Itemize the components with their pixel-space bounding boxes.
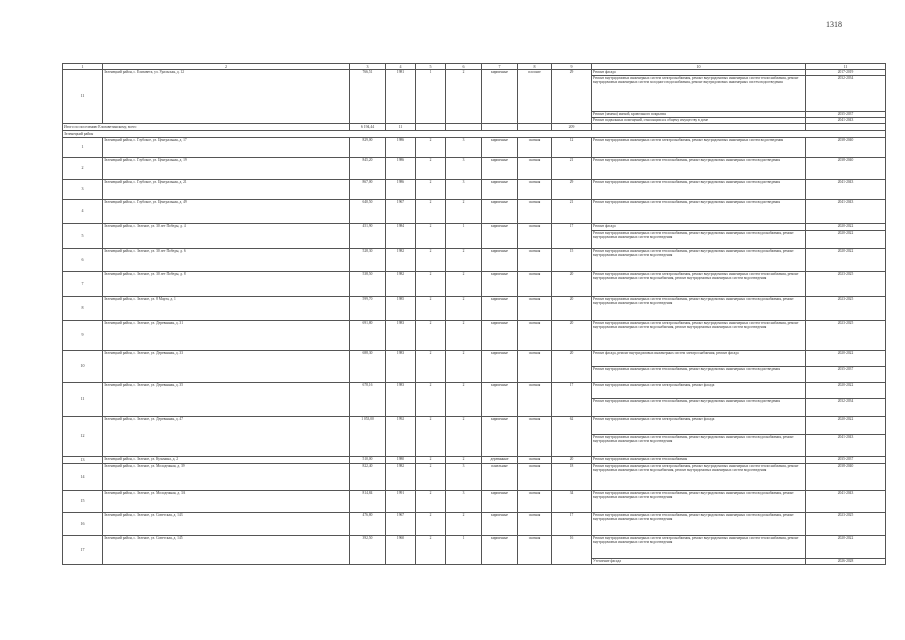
period-cell: 2035-2037: [806, 457, 886, 464]
entrances-cell: 2: [446, 457, 482, 464]
floors-cell: 2: [416, 138, 446, 158]
period-cell: 2020-2022: [806, 536, 886, 559]
table-row: [63, 491, 886, 513]
year-cell: 1967: [386, 200, 416, 224]
row-number: 5: [63, 224, 103, 249]
roof-type-cell: скатная: [518, 224, 552, 249]
period-cell: 2032-2034: [806, 76, 886, 112]
work-type-cell: Ремонт внутридомовых инженерных систем теплоснабжения, ремонт внутридомовых инженерных систем водоотведения: [592, 158, 806, 180]
roof-type-cell: скатная: [518, 321, 552, 351]
row-number: 1: [63, 138, 103, 158]
wall-material-cell: кирпичные: [482, 513, 518, 536]
year-cell: 1986: [386, 138, 416, 158]
roof-type-cell: плоские: [518, 70, 552, 124]
residents-cell: 18: [552, 464, 592, 491]
wall-material-cell: кирпичные: [482, 180, 518, 200]
table-row: [63, 272, 886, 297]
area-cell: 766,51: [350, 70, 386, 124]
table-row: [63, 457, 886, 464]
row-number: 11: [63, 383, 103, 417]
address-cell: Зеленецкий район, с. Зеленое, ул. Молодежная, д. 3А: [103, 491, 350, 513]
roof-type-cell: скатная: [518, 158, 552, 180]
roof-type-cell: скатная: [518, 138, 552, 158]
table-row: [63, 383, 886, 399]
roof-type-cell: скатная: [518, 200, 552, 224]
year-cell: 1983: [386, 351, 416, 383]
area-cell: 822,40: [350, 464, 386, 491]
section-row: [63, 131, 886, 138]
address-cell: Зеленецкий район, с. Зеленое, ул. Советская, д. 145: [103, 536, 350, 565]
work-type-cell: Ремонт фасада: [592, 70, 806, 76]
work-type-cell: Ремонт (замена) мягкой, кровельного покрытия: [592, 112, 806, 118]
roof-type-cell: скатная: [518, 417, 552, 457]
table-row: [63, 180, 886, 200]
column-header: 8: [518, 64, 552, 70]
work-type-cell: Ремонт фасада: [592, 224, 806, 231]
row-number: 10: [63, 351, 103, 383]
roof-type-cell: скатная: [518, 536, 552, 565]
period-cell: 2020-2022: [806, 249, 886, 272]
roof-type-cell: скатная: [518, 249, 552, 272]
row-number: 7: [63, 272, 103, 297]
entrances-cell: 2: [446, 272, 482, 297]
period-cell: 2020-2022: [806, 231, 886, 249]
work-type-cell: Ремонт внутридомовых инженерных систем теплоснабжения, ремонт внутридомовых инженерных систем водоотведения: [592, 399, 806, 417]
table-row: [63, 249, 886, 272]
area-cell: 691,80: [350, 321, 386, 351]
period-cell: 2041-2043: [806, 435, 886, 457]
residents-cell: 17: [552, 513, 592, 536]
table-row: [63, 224, 886, 231]
column-header: 10: [592, 64, 806, 70]
address-cell: Зеленецкий район, с. Зеленое, ул. Деревянная, д. 47: [103, 417, 350, 457]
address-cell: Зеленецкий район, с. Глубокое, ул. Центральная, д. 49: [103, 200, 350, 224]
residents-cell: 12: [552, 138, 592, 158]
entrances-cell: 3: [446, 464, 482, 491]
year-cell: 1986: [386, 158, 416, 180]
roof-type-cell: скатная: [518, 351, 552, 383]
wall-material-cell: деревянные: [482, 457, 518, 464]
residents-cell: 20: [552, 321, 592, 351]
work-type-cell: Ремонт внутридомовых инженерных систем теплоснабжения, ремонт внутридомовых инженерных систем водоснабжения, ремонт внутридомовых инженерных систем водоотведения: [592, 435, 806, 457]
work-type-cell: Ремонт внутридомовых инженерных систем электроснабжения, ремонт фасада: [592, 417, 806, 435]
residents-cell: 20: [552, 457, 592, 464]
area-cell: 845,20: [350, 158, 386, 180]
empty-cell: [518, 124, 552, 131]
wall-material-cell: кирпичные: [482, 224, 518, 249]
period-cell: 2017-2019: [806, 70, 886, 76]
residents-cell: 20: [552, 297, 592, 321]
floors-cell: 2: [416, 536, 446, 565]
empty-cell: [416, 124, 446, 131]
total-count: 11: [386, 124, 416, 131]
total-label: Итого по поселению Елизаветинскому, всего: [63, 124, 350, 131]
floors-cell: 2: [416, 417, 446, 457]
column-header: 5: [416, 64, 446, 70]
work-type-cell: Ремонт внутридомовых инженерных систем электроснабжения, ремонт внутридомовых инженерных систем теплоснабжения, ремонт внутридомовых инженерных систем водоснабжения, ремонт внутридомовых инженерных систем водоотведения: [592, 464, 806, 491]
wall-material-cell: кирпичные: [482, 70, 518, 124]
entrances-cell: 2: [446, 351, 482, 383]
work-type-cell: Ремонт внутридомовых инженерных систем теплоснабжения, ремонт внутридомовых инженерных систем водоснабжения, ремонт внутридомовых инженерных систем водоотведения: [592, 491, 806, 513]
entrances-cell: 1: [446, 224, 482, 249]
roof-type-cell: скатная: [518, 272, 552, 297]
row-number: 14: [63, 464, 103, 491]
empty-cell: [592, 124, 806, 131]
table-row: [63, 464, 886, 491]
year-cell: 1992: [386, 417, 416, 457]
year-cell: 1980: [386, 457, 416, 464]
column-header: 9: [552, 64, 592, 70]
table-row: [63, 536, 886, 559]
work-type-cell: Ремонт внутридомовых инженерных систем электроснабжения, ремонт внутридомовых инженерных систем водоотведения: [592, 138, 806, 158]
period-cell: 2020-2022: [806, 383, 886, 399]
residents-cell: 20: [552, 272, 592, 297]
roof-type-cell: скатная: [518, 297, 552, 321]
area-cell: 528,30: [350, 249, 386, 272]
work-type-cell: Ремонт подвальных помещений, относящихся к общему имуществу в доме: [592, 118, 806, 124]
roof-type-cell: скатная: [518, 180, 552, 200]
empty-cell: [806, 124, 886, 131]
floors-cell: 2: [416, 321, 446, 351]
row-number: 15: [63, 491, 103, 513]
roof-type-cell: скатная: [518, 513, 552, 536]
residents-cell: 29: [552, 70, 592, 124]
work-type-cell: Ремонт внутридомовых инженерных систем теплоснабжения, ремонт внутридомовых инженерных систем водоотведения: [592, 180, 806, 200]
entrances-cell: 2: [446, 383, 482, 417]
address-cell: Зеленецкий район, с. Зеленое, ул. 30 лет Победы, д. 4: [103, 224, 350, 249]
total-area: 6 194,44: [350, 124, 386, 131]
floors-cell: 2: [416, 224, 446, 249]
work-type-cell: Ремонт внутридомовых инженерных систем теплоснабжения, ремонт внутридомовых инженерных систем водоснабжения, ремонт внутридомовых инженерных систем водоотведения: [592, 231, 806, 249]
address-cell: Зеленецкий район, с. Зеленое, ул. 8 Марта, д. 1: [103, 297, 350, 321]
year-cell: 1960: [386, 536, 416, 565]
entrances-cell: 2: [446, 513, 482, 536]
row-number: 16: [63, 513, 103, 536]
address-cell: Зеленецкий район, с. Зеленое, ул. Советская, д. 143: [103, 513, 350, 536]
row-number: 17: [63, 536, 103, 565]
residents-cell: 29: [552, 180, 592, 200]
section-title: Зеленецкий район: [63, 131, 886, 138]
entrances-cell: 2: [446, 417, 482, 457]
address-cell: Зеленецкий район, с. Зеленое, ул. Молодежная, д. 39: [103, 464, 350, 491]
table-row: [63, 297, 886, 321]
entrances-cell: 3: [446, 180, 482, 200]
row-number: 9: [63, 321, 103, 351]
table-row: [63, 321, 886, 351]
period-cell: 2035-2037: [806, 112, 886, 118]
column-header: 11: [806, 64, 886, 70]
period-cell: 2023-2025: [806, 297, 886, 321]
period-cell: 2023-2025: [806, 272, 886, 297]
floors-cell: 2: [416, 383, 446, 417]
table-row: [63, 513, 886, 536]
entrances-cell: 3: [446, 158, 482, 180]
period-cell: 2032-2034: [806, 399, 886, 417]
address-cell: Зеленецкий район, с. Зеленое, ул. Деревянная, д. 31: [103, 321, 350, 351]
wall-material-cell: кирпичные: [482, 200, 518, 224]
wall-material-cell: кирпичные: [482, 138, 518, 158]
work-type-cell: Ремонт фасада, ремонт внутридомовых инженерных систем электроснабжения, ремонт фасада: [592, 351, 806, 367]
period-cell: 2041-2043: [806, 180, 886, 200]
floors-cell: 2: [416, 457, 446, 464]
year-cell: 1982: [386, 272, 416, 297]
entrances-cell: 2: [446, 200, 482, 224]
wall-material-cell: кирпичные: [482, 351, 518, 383]
floors-cell: 2: [416, 272, 446, 297]
area-cell: 867,00: [350, 180, 386, 200]
empty-cell: [446, 124, 482, 131]
column-header: 4: [386, 64, 416, 70]
period-cell: 2041-2043: [806, 200, 886, 224]
table-row: [63, 351, 886, 367]
column-header: 1: [63, 64, 103, 70]
table-row: [63, 200, 886, 224]
table-row: [63, 138, 886, 158]
wall-material-cell: кирпичные: [482, 491, 518, 513]
period-cell: 2020-2022: [806, 351, 886, 367]
floors-cell: 2: [416, 491, 446, 513]
table-row: [63, 158, 886, 180]
period-cell: 2035-2037: [806, 367, 886, 383]
residents-cell: 20: [552, 351, 592, 383]
work-type-cell: Ремонт внутридомовых инженерных систем теплоснабжения: [592, 457, 806, 464]
wall-material-cell: кирпичные: [482, 272, 518, 297]
address-cell: Зеленецкий район, с. Елизавета, ул. Уральская, д. 12: [103, 70, 350, 124]
roof-type-cell: скатная: [518, 464, 552, 491]
residents-cell: 34: [552, 491, 592, 513]
row-number: 12: [63, 417, 103, 457]
wall-material-cell: кирпичные: [482, 383, 518, 417]
residents-cell: 16: [552, 536, 592, 565]
residents-cell: 21: [552, 200, 592, 224]
area-cell: 451,90: [350, 224, 386, 249]
work-type-cell: Ремонт внутридомовых инженерных систем электроснабжения, ремонт внутридомовых инженерных систем теплоснабжения, ремонт внутридомовых инженерных систем водоснабжения, ремонт внутридомовых инженерных систем водоотведения: [592, 272, 806, 297]
capital-repair-table: [62, 63, 886, 565]
column-header: 2: [103, 64, 350, 70]
wall-material-cell: кирпичные: [482, 417, 518, 457]
area-cell: 640,50: [350, 200, 386, 224]
address-cell: Зеленецкий район, с. Зеленое, ул. 30 лет Победы, д. 6: [103, 249, 350, 272]
floors-cell: 2: [416, 513, 446, 536]
period-cell: 2041-2043: [806, 118, 886, 124]
work-type-cell: Ремонт внутридомовых инженерных систем теплоснабжения, ремонт внутридомовых инженерных систем водоотведения: [592, 200, 806, 224]
residents-cell: 62: [552, 417, 592, 457]
year-cell: 1982: [386, 249, 416, 272]
residents-cell: 17: [552, 224, 592, 249]
area-cell: 688,30: [350, 351, 386, 383]
entrances-cell: 2: [446, 70, 482, 124]
area-cell: 814,84: [350, 491, 386, 513]
address-cell: Зеленецкий район, с. Зеленое, ул. Кузьмина, д. 2: [103, 457, 350, 464]
area-cell: 476,80: [350, 513, 386, 536]
work-type-cell: Ремонт внутридомовых инженерных систем теплоснабжения, ремонт внутридомовых инженерных систем водоснабжения, ремонт внутридомовых инженерных систем водоотведения: [592, 297, 806, 321]
year-cell: 1991: [386, 491, 416, 513]
roof-type-cell: скатная: [518, 491, 552, 513]
area-cell: 1 053,00: [350, 417, 386, 457]
year-cell: 1984: [386, 224, 416, 249]
wall-material-cell: кирпичные: [482, 536, 518, 565]
total-residents: 209: [552, 124, 592, 131]
column-header: 3: [350, 64, 386, 70]
column-header: 6: [446, 64, 482, 70]
row-number: 4: [63, 200, 103, 224]
row-number: 8: [63, 297, 103, 321]
period-cell: 2026-2028: [806, 559, 886, 565]
floors-cell: 2: [416, 297, 446, 321]
entrances-cell: 2: [446, 297, 482, 321]
floors-cell: 2: [416, 158, 446, 180]
address-cell: Зеленецкий район, с. Глубокое, ул. Центральная, д. 17: [103, 138, 350, 158]
row-number: 11: [63, 70, 103, 124]
residents-cell: 17: [552, 383, 592, 417]
wall-material-cell: кирпичные: [482, 297, 518, 321]
residents-cell: 15: [552, 249, 592, 272]
wall-material-cell: кирпичные: [482, 158, 518, 180]
period-cell: 2023-2025: [806, 321, 886, 351]
work-type-cell: Ремонт внутридомовых инженерных систем теплоснабжения, ремонт внутридомовых инженерных систем водоснабжения, ремонт внутридомовых инженерных систем водоотведения: [592, 249, 806, 272]
year-cell: 1967: [386, 513, 416, 536]
wall-material-cell: кирпичные: [482, 321, 518, 351]
period-cell: 2020-2022: [806, 224, 886, 231]
entrances-cell: 2: [446, 249, 482, 272]
year-cell: 1981: [386, 70, 416, 124]
wall-material-cell: кирпичные: [482, 249, 518, 272]
entrances-cell: 1: [446, 536, 482, 565]
floors-cell: 1: [416, 70, 446, 124]
floors-cell: 2: [416, 464, 446, 491]
work-type-cell: Ремонт внутридомовых инженерных систем электроснабжения, ремонт внутридомовых инженерных систем теплоснабжения, ремонт внутридомовых инженерных систем водоснабжения, ремонт внутридомовых инженерных систем водоотведения: [592, 321, 806, 351]
floors-cell: 2: [416, 351, 446, 383]
address-cell: Зеленецкий район, с. Глубокое, ул. Центральная, д. 21: [103, 180, 350, 200]
wall-material-cell: панельные: [482, 464, 518, 491]
total-row: [63, 124, 886, 131]
year-cell: 1985: [386, 297, 416, 321]
floors-cell: 2: [416, 180, 446, 200]
floors-cell: 2: [416, 200, 446, 224]
work-type-cell: Ремонт внутридомовых инженерных систем электроснабжения, ремонт внутридомовых инженерных систем теплоснабжения, ремонт внутридомовых инженерных систем водоотведения: [592, 536, 806, 559]
period-cell: 2038-2040: [806, 138, 886, 158]
address-cell: Зеленецкий район, с. Глубокое, ул. Центральная, д. 19: [103, 158, 350, 180]
period-cell: 2041-2043: [806, 491, 886, 513]
area-cell: 829,00: [350, 138, 386, 158]
year-cell: 1983: [386, 383, 416, 417]
floors-cell: 2: [416, 249, 446, 272]
work-type-cell: Ремонт внутридомовых инженерных систем электроснабжения, ремонт фасада: [592, 383, 806, 399]
entrances-cell: 3: [446, 138, 482, 158]
page-number: 1318: [826, 20, 842, 29]
work-type-cell: Утепление фасада: [592, 559, 806, 565]
period-cell: 2038-2040: [806, 158, 886, 180]
column-header: 7: [482, 64, 518, 70]
residents-cell: 21: [552, 158, 592, 180]
area-cell: 538,50: [350, 272, 386, 297]
roof-type-cell: скатная: [518, 383, 552, 417]
table-row: [63, 417, 886, 435]
entrances-cell: 3: [446, 491, 482, 513]
empty-cell: [482, 124, 518, 131]
roof-type-cell: скатная: [518, 457, 552, 464]
area-cell: 599,70: [350, 297, 386, 321]
period-cell: 2023-2025: [806, 513, 886, 536]
entrances-cell: 2: [446, 321, 482, 351]
address-cell: Зеленецкий район, с. Зеленое, ул. Деревянная, д. 35: [103, 383, 350, 417]
period-cell: 2020-2022: [806, 417, 886, 435]
period-cell: 2038-2040: [806, 464, 886, 491]
address-cell: Зеленецкий район, с. Зеленое, ул. Деревянная, д. 33: [103, 351, 350, 383]
work-type-cell: Ремонт внутридомовых инженерных систем электроснабжения, ремонт внутридомовых инженерных систем теплоснабжения, ремонт внутридомовых инженерных систем холодного водоснабжения, ремонт внутридомовых инженерных систем водоотведения: [592, 76, 806, 112]
area-cell: 392,50: [350, 536, 386, 565]
row-number: 6: [63, 249, 103, 272]
year-cell: 1982: [386, 464, 416, 491]
year-cell: 1986: [386, 180, 416, 200]
row-number: 13: [63, 457, 103, 464]
row-number: 2: [63, 158, 103, 180]
work-type-cell: Ремонт внутридомовых инженерных систем теплоснабжения, ремонт внутридомовых инженерных систем водоснабжения, ремонт внутридомовых инженерных систем водоотведения: [592, 513, 806, 536]
address-cell: Зеленецкий район, с. Зеленое, ул. 30 лет Победы, д. 8: [103, 272, 350, 297]
year-cell: 1983: [386, 321, 416, 351]
area-cell: 678,16: [350, 383, 386, 417]
area-cell: 510,00: [350, 457, 386, 464]
work-type-cell: Ремонт внутридомовых инженерных систем теплоснабжения, ремонт внутридомовых инженерных систем водоотведения: [592, 367, 806, 383]
row-number: 3: [63, 180, 103, 200]
